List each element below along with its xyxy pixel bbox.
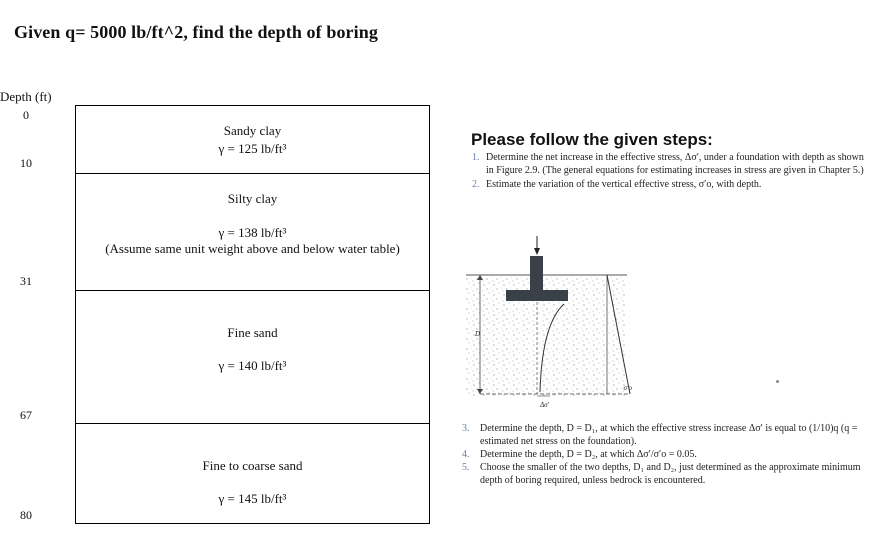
- soil-layer-sandy-clay: [75, 105, 430, 174]
- layer-unit-weight: γ = 145 lb/ft³: [218, 491, 287, 506]
- soil-layer-silty-clay: [75, 173, 430, 291]
- layer-unit-weight: γ = 138 lb/ft³: [218, 225, 287, 240]
- steps-heading: Please follow the given steps:: [471, 130, 713, 149]
- step-text: Choose the smaller of the two depths, D₁ and D₂, just determined as the approximate minimum depth of boring required, unless bedrock is encountered.: [480, 462, 861, 486]
- step-item: [462, 422, 872, 448]
- step-item: [472, 151, 864, 177]
- depth-tick-67: 67: [20, 408, 32, 422]
- layer-name: Fine to coarse sand: [202, 458, 303, 473]
- layer-note: (Assume same unit weight above and below water table): [105, 241, 400, 256]
- soil-layer-fine-to-coarse-sand: [75, 423, 430, 524]
- step-item: [472, 178, 864, 191]
- depth-tick-10: 10: [20, 156, 32, 170]
- depth-axis-header: Depth (ft): [0, 89, 52, 104]
- stray-mark: [776, 380, 779, 383]
- layer-name: Fine sand: [227, 325, 278, 340]
- step-number: 3.: [462, 423, 470, 434]
- step-item: [462, 448, 872, 461]
- page-title: Given q= 5000 lb/ft^2, find the depth of boring: [14, 22, 378, 42]
- depth-tick-80: 80: [20, 508, 32, 522]
- step-number: 5.: [462, 462, 470, 473]
- foundation-stress-figure: [462, 232, 632, 418]
- depth-label-d: D: [475, 330, 481, 338]
- soil-layer-fine-sand: [75, 290, 430, 424]
- step-item: [462, 461, 872, 487]
- step-text: Determine the depth, D = D₂, at which Δσ′/σ′o = 0.05.: [480, 449, 697, 460]
- footing-base: [506, 290, 568, 301]
- step-number: 4.: [462, 449, 470, 460]
- step-text: Determine the depth, D = D₁, at which the effective stress increase Δσ′ is equal to (1/10)q (q = estimated net stress on the foundation).: [480, 423, 858, 447]
- step-number: 1.: [472, 152, 480, 163]
- depth-tick-31: 31: [20, 274, 32, 288]
- steps-list-top: [472, 151, 864, 192]
- delta-sigma-label: Δσ′: [540, 401, 550, 409]
- steps-list-bottom: [462, 422, 872, 487]
- layer-name: Silty clay: [227, 191, 278, 206]
- sigma-o-label: σ′o: [623, 384, 632, 392]
- layer-unit-weight: γ = 140 lb/ft³: [218, 358, 287, 373]
- layer-name: Sandy clay: [223, 123, 282, 138]
- step-number: 2.: [472, 179, 480, 190]
- step-text: Estimate the variation of the vertical effective stress, σ′o, with depth.: [486, 179, 762, 190]
- load-arrow-icon: [534, 248, 540, 255]
- layer-unit-weight: γ = 125 lb/ft³: [218, 141, 287, 156]
- step-text: Determine the net increase in the effective stress, Δσ′, under a foundation with depth as shown in Figure 2.9. (The general equations for estimating increases in stress are given in Chapter 5.): [486, 152, 864, 176]
- depth-tick-0: 0: [23, 108, 29, 122]
